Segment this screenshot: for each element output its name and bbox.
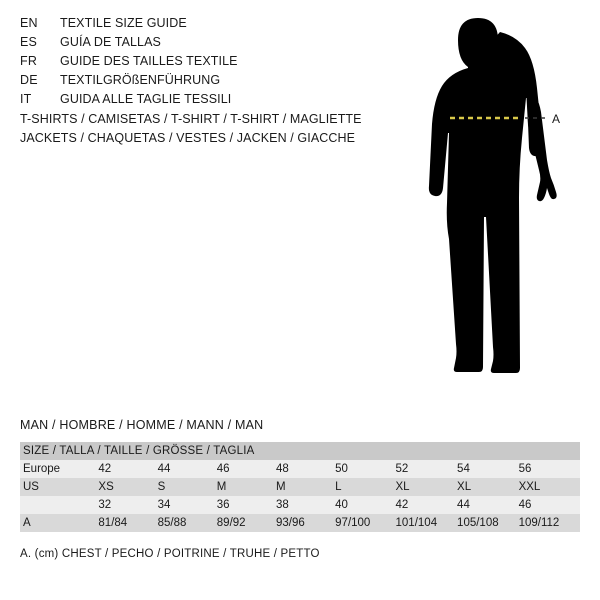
row-label: A <box>20 514 98 532</box>
legend-text: TEXTILE SIZE GUIDE <box>60 16 187 30</box>
row-value: XL <box>457 478 519 496</box>
row-value: 85/88 <box>158 514 217 532</box>
row-label: US <box>20 478 98 496</box>
row-value: 56 <box>519 460 580 478</box>
row-label <box>20 496 98 514</box>
row-value: 36 <box>217 496 276 514</box>
legend-row <box>20 35 380 54</box>
silhouette-svg <box>400 10 600 400</box>
row-value: L <box>335 478 395 496</box>
legend-code: DE <box>20 73 38 87</box>
row-value: 44 <box>158 460 217 478</box>
legend-row <box>20 16 380 35</box>
legend-code: EN <box>20 16 38 30</box>
row-value: 52 <box>396 460 458 478</box>
row-value: 101/104 <box>396 514 458 532</box>
table-row <box>20 514 580 532</box>
row-value: S <box>158 478 217 496</box>
row-value: 38 <box>276 496 335 514</box>
row-value: 34 <box>158 496 217 514</box>
row-value: 109/112 <box>519 514 580 532</box>
row-value: 93/96 <box>276 514 335 532</box>
row-value: 40 <box>335 496 395 514</box>
table-header-pad <box>396 442 458 460</box>
chest-marker-label: A <box>552 112 561 126</box>
size-table <box>20 442 580 532</box>
legend-code: IT <box>20 92 32 106</box>
section-title-man: MAN / HOMBRE / HOMME / MANN / MAN <box>20 418 264 432</box>
row-value: 97/100 <box>335 514 395 532</box>
category-jackets: JACKETS / CHAQUETAS / VESTES / JACKEN / GIACCHE <box>20 131 356 145</box>
legend-text: GUIDA ALLE TAGLIE TESSILI <box>60 92 232 106</box>
row-value: 54 <box>457 460 519 478</box>
legend-text: GUÍA DE TALLAS <box>60 35 161 49</box>
legend-text: GUIDE DES TAILLES TEXTILE <box>60 54 238 68</box>
row-label: Europe <box>20 460 98 478</box>
row-value: M <box>276 478 335 496</box>
row-value: 81/84 <box>98 514 157 532</box>
row-value: 50 <box>335 460 395 478</box>
legend-row <box>20 92 380 111</box>
row-value: XL <box>396 478 458 496</box>
garment-categories <box>20 110 420 148</box>
language-legend <box>20 16 380 111</box>
row-value: 44 <box>457 496 519 514</box>
table-header-pad <box>457 442 519 460</box>
legend-code: ES <box>20 35 38 49</box>
row-value: 32 <box>98 496 157 514</box>
category-tshirts: T-SHIRTS / CAMISETAS / T-SHIRT / T-SHIRT / MAGLIETTE <box>20 112 362 126</box>
table-header-row <box>20 442 580 460</box>
legend-row <box>20 54 380 73</box>
male-silhouette-figure <box>400 10 600 400</box>
row-value: M <box>217 478 276 496</box>
table-header-pad <box>276 442 335 460</box>
legend-text: TEXTILGRÖßENFÜHRUNG <box>60 73 221 87</box>
table-row <box>20 496 580 514</box>
row-value: 42 <box>396 496 458 514</box>
row-value: 105/108 <box>457 514 519 532</box>
row-value: 89/92 <box>217 514 276 532</box>
measurement-footnote: A. (cm) CHEST / PECHO / POITRINE / TRUHE / PETTO <box>20 548 320 560</box>
table-row <box>20 460 580 478</box>
table-header-pad <box>519 442 580 460</box>
table-header-label: SIZE / TALLA / TAILLE / GRÖSSE / TAGLIA <box>20 442 276 460</box>
row-value: XS <box>98 478 157 496</box>
row-value: 42 <box>98 460 157 478</box>
row-value: 46 <box>519 496 580 514</box>
legend-code: FR <box>20 54 38 68</box>
legend-row <box>20 73 380 92</box>
row-value: 48 <box>276 460 335 478</box>
row-value: 46 <box>217 460 276 478</box>
row-value: XXL <box>519 478 580 496</box>
table-header-pad <box>335 442 395 460</box>
table-row <box>20 478 580 496</box>
silhouette-body <box>429 18 557 373</box>
